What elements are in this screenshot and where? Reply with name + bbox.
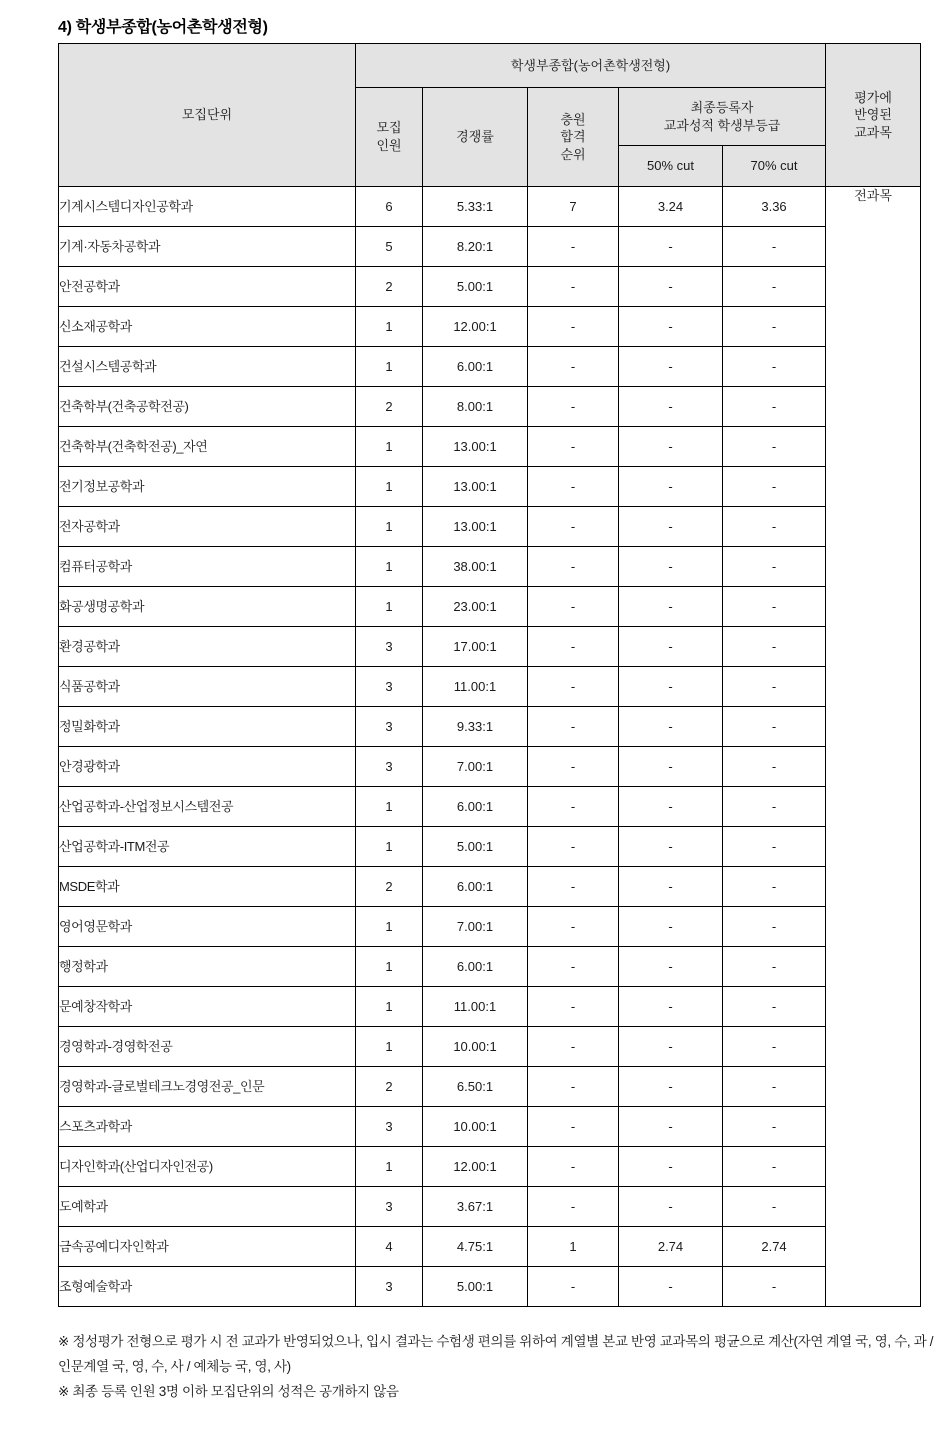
cell-quota: 2 (356, 867, 423, 907)
table-row (59, 1227, 921, 1267)
cell-unit: 안전공학과 (59, 267, 356, 307)
cell-quota: 3 (356, 747, 423, 787)
cell-cut70: - (723, 307, 826, 347)
cell-unit: 정밀화학과 (59, 707, 356, 747)
table-row (59, 507, 921, 547)
cell-cut70: - (723, 1067, 826, 1107)
cell-waitlist-rank: - (528, 987, 619, 1027)
cell-cut70: - (723, 787, 826, 827)
cell-cut50: - (619, 1267, 723, 1307)
cell-quota: 1 (356, 907, 423, 947)
cell-competition-ratio: 8.00:1 (423, 387, 528, 427)
cell-unit: 문예창작학과 (59, 987, 356, 1027)
table-row (59, 1147, 921, 1187)
cell-competition-ratio: 7.00:1 (423, 907, 528, 947)
cell-waitlist-rank: - (528, 347, 619, 387)
cell-cut50: - (619, 987, 723, 1027)
cell-quota: 2 (356, 387, 423, 427)
table-row (59, 627, 921, 667)
cell-competition-ratio: 23.00:1 (423, 587, 528, 627)
column-header-waitlist-rank-line2: 합격 (560, 129, 586, 145)
cell-quota: 1 (356, 547, 423, 587)
column-header-cut70: 70% cut (723, 146, 826, 187)
cell-unit: 컴퓨터공학과 (59, 547, 356, 587)
cell-quota: 2 (356, 267, 423, 307)
column-header-final-enrolled-grades (619, 88, 826, 146)
cell-competition-ratio: 17.00:1 (423, 627, 528, 667)
cell-unit: 건설시스템공학과 (59, 347, 356, 387)
cell-quota: 1 (356, 507, 423, 547)
cell-waitlist-rank: - (528, 907, 619, 947)
cell-waitlist-rank: - (528, 507, 619, 547)
cell-unit: 기계시스템디자인공학과 (59, 187, 356, 227)
cell-cut70: - (723, 587, 826, 627)
cell-unit: 경영학과-경영학전공 (59, 1027, 356, 1067)
column-header-competition-ratio: 경쟁률 (423, 88, 528, 187)
cell-unit: 산업공학과-산업정보시스템전공 (59, 787, 356, 827)
cell-quota: 3 (356, 667, 423, 707)
cell-cut50: - (619, 707, 723, 747)
cell-waitlist-rank: - (528, 667, 619, 707)
cell-competition-ratio: 11.00:1 (423, 987, 528, 1027)
cell-competition-ratio: 5.00:1 (423, 827, 528, 867)
cell-cut50: - (619, 747, 723, 787)
cell-cut70: - (723, 427, 826, 467)
cell-waitlist-rank: - (528, 1107, 619, 1147)
column-header-subjects-line3: 교과목 (854, 124, 892, 140)
cell-unit: MSDE학과 (59, 867, 356, 907)
cell-competition-ratio: 6.50:1 (423, 1067, 528, 1107)
cell-cut70: - (723, 987, 826, 1027)
cell-quota: 1 (356, 307, 423, 347)
cell-unit: 도예학과 (59, 1187, 356, 1227)
cell-cut50: - (619, 1147, 723, 1187)
cell-competition-ratio: 5.00:1 (423, 267, 528, 307)
cell-quota: 5 (356, 227, 423, 267)
cell-waitlist-rank: - (528, 467, 619, 507)
cell-competition-ratio: 10.00:1 (423, 1027, 528, 1067)
cell-waitlist-rank: - (528, 267, 619, 307)
cell-cut70: - (723, 827, 826, 867)
cell-cut50: - (619, 347, 723, 387)
table-row (59, 907, 921, 947)
cell-cut70: - (723, 627, 826, 667)
table-body (59, 187, 921, 1307)
cell-competition-ratio: 13.00:1 (423, 467, 528, 507)
cell-waitlist-rank: 7 (528, 187, 619, 227)
table-row (59, 467, 921, 507)
cell-waitlist-rank: - (528, 627, 619, 667)
cell-waitlist-rank: - (528, 787, 619, 827)
cell-competition-ratio: 12.00:1 (423, 307, 528, 347)
cell-competition-ratio: 38.00:1 (423, 547, 528, 587)
column-header-subjects (826, 44, 921, 187)
page-title: 4) 학생부종합(농어촌학생전형) (58, 19, 268, 36)
cell-competition-ratio: 5.00:1 (423, 1267, 528, 1307)
cell-waitlist-rank: - (528, 427, 619, 467)
column-header-admission-type: 학생부종합(농어촌학생전형) (356, 44, 826, 88)
table-row (59, 707, 921, 747)
cell-quota: 3 (356, 1267, 423, 1307)
table-row (59, 667, 921, 707)
cell-cut50: - (619, 547, 723, 587)
cell-waitlist-rank: - (528, 227, 619, 267)
table-row (59, 1187, 921, 1227)
cell-quota: 6 (356, 187, 423, 227)
cell-cut50: - (619, 1027, 723, 1067)
cell-unit: 건축학부(건축공학전공) (59, 387, 356, 427)
cell-waitlist-rank: - (528, 1267, 619, 1307)
table-row (59, 1027, 921, 1067)
cell-waitlist-rank: - (528, 947, 619, 987)
column-header-subjects-line1: 평가에 (854, 89, 892, 105)
cell-competition-ratio: 11.00:1 (423, 667, 528, 707)
cell-waitlist-rank: - (528, 547, 619, 587)
table-row (59, 387, 921, 427)
cell-cut50: - (619, 427, 723, 467)
column-header-waitlist-rank-line3: 순위 (560, 146, 586, 162)
cell-competition-ratio: 13.00:1 (423, 427, 528, 467)
cell-waitlist-rank: - (528, 867, 619, 907)
cell-cut50: - (619, 1187, 723, 1227)
footnote-item: ※ 최종 등록 인원 3명 이하 모집단위의 성적은 공개하지 않음 (58, 1383, 399, 1399)
cell-competition-ratio: 6.00:1 (423, 947, 528, 987)
cell-cut50: - (619, 1067, 723, 1107)
table-row (59, 947, 921, 987)
table-row (59, 187, 921, 227)
table-row (59, 427, 921, 467)
cell-competition-ratio: 7.00:1 (423, 747, 528, 787)
cell-waitlist-rank: - (528, 307, 619, 347)
cell-cut70: 3.36 (723, 187, 826, 227)
cell-quota: 2 (356, 1067, 423, 1107)
cell-competition-ratio: 6.00:1 (423, 347, 528, 387)
cell-unit: 스포츠과학과 (59, 1107, 356, 1147)
cell-cut50: 2.74 (619, 1227, 723, 1267)
column-header-quota-line1: 모집 (376, 120, 402, 136)
cell-unit: 화공생명공학과 (59, 587, 356, 627)
cell-waitlist-rank: - (528, 747, 619, 787)
cell-competition-ratio: 6.00:1 (423, 867, 528, 907)
cell-cut70: - (723, 1147, 826, 1187)
cell-waitlist-rank: - (528, 1027, 619, 1067)
cell-cut70: - (723, 347, 826, 387)
cell-quota: 1 (356, 987, 423, 1027)
cell-waitlist-rank: - (528, 1147, 619, 1187)
cell-competition-ratio: 13.00:1 (423, 507, 528, 547)
cell-cut50: - (619, 867, 723, 907)
cell-waitlist-rank: - (528, 1187, 619, 1227)
cell-waitlist-rank: - (528, 1067, 619, 1107)
cell-quota: 3 (356, 1187, 423, 1227)
cell-competition-ratio: 3.67:1 (423, 1187, 528, 1227)
cell-cut50: - (619, 827, 723, 867)
table-header (59, 44, 921, 187)
cell-waitlist-rank: - (528, 707, 619, 747)
cell-quota: 1 (356, 427, 423, 467)
cell-cut50: - (619, 1107, 723, 1147)
cell-quota: 1 (356, 787, 423, 827)
cell-cut50: - (619, 307, 723, 347)
column-header-cut50: 50% cut (619, 146, 723, 187)
cell-unit: 신소재공학과 (59, 307, 356, 347)
cell-cut70: - (723, 387, 826, 427)
cell-unit: 조형예술학과 (59, 1267, 356, 1307)
cell-cut70: - (723, 467, 826, 507)
column-header-waitlist-rank-line1: 충원 (560, 111, 586, 127)
cell-quota: 3 (356, 627, 423, 667)
table-row (59, 1067, 921, 1107)
cell-unit: 경영학과-글로벌테크노경영전공_인문 (59, 1067, 356, 1107)
cell-unit: 행정학과 (59, 947, 356, 987)
cell-cut70: - (723, 907, 826, 947)
cell-cut50: - (619, 387, 723, 427)
cell-cut70: 2.74 (723, 1227, 826, 1267)
cell-competition-ratio: 9.33:1 (423, 707, 528, 747)
table-row (59, 347, 921, 387)
cell-competition-ratio: 10.00:1 (423, 1107, 528, 1147)
cell-competition-ratio: 6.00:1 (423, 787, 528, 827)
cell-quota: 4 (356, 1227, 423, 1267)
column-header-final-enrolled-line2: 교과성적 학생부등급 (663, 117, 781, 133)
table-row (59, 787, 921, 827)
cell-competition-ratio: 12.00:1 (423, 1147, 528, 1187)
cell-unit: 전기정보공학과 (59, 467, 356, 507)
cell-cut50: - (619, 667, 723, 707)
cell-waitlist-rank: 1 (528, 1227, 619, 1267)
table-row (59, 827, 921, 867)
table-row (59, 587, 921, 627)
table-row (59, 1107, 921, 1147)
cell-cut70: - (723, 547, 826, 587)
cell-cut70: - (723, 747, 826, 787)
cell-competition-ratio: 5.33:1 (423, 187, 528, 227)
cell-unit: 기계·자동차공학과 (59, 227, 356, 267)
cell-quota: 1 (356, 467, 423, 507)
cell-cut70: - (723, 267, 826, 307)
cell-cut70: - (723, 1267, 826, 1307)
cell-cut50: - (619, 267, 723, 307)
cell-unit: 디자인학과(산업디자인전공) (59, 1147, 356, 1187)
table-row (59, 267, 921, 307)
cell-unit: 안경광학과 (59, 747, 356, 787)
cell-cut50: - (619, 467, 723, 507)
cell-quota: 3 (356, 1107, 423, 1147)
cell-quota: 1 (356, 1027, 423, 1067)
footnote-item: ※ 정성평가 전형으로 평가 시 전 교과가 반영되었으나, 입시 결과는 수험생 편의를 위하여 계열별 본교 반영 교과목의 평균으로 계산(자연 계열 국, 영, 수, 과 / 인문계열 국, 영, 수, 사 / 예체능 국, 영, 사) (58, 1334, 934, 1374)
cell-competition-ratio: 8.20:1 (423, 227, 528, 267)
table-row (59, 987, 921, 1027)
cell-cut50: 3.24 (619, 187, 723, 227)
cell-quota: 3 (356, 707, 423, 747)
cell-cut70: - (723, 667, 826, 707)
column-header-quota-line2: 인원 (376, 138, 402, 153)
cell-quota: 1 (356, 1147, 423, 1187)
cell-cut70: - (723, 947, 826, 987)
column-header-waitlist-rank (528, 88, 619, 187)
cell-quota: 1 (356, 827, 423, 867)
admission-results-table (58, 43, 921, 1307)
table-row (59, 867, 921, 907)
cell-reflected-subjects: 전과목 (826, 187, 921, 1307)
cell-cut50: - (619, 907, 723, 947)
cell-quota: 1 (356, 347, 423, 387)
table-row (59, 547, 921, 587)
cell-waitlist-rank: - (528, 387, 619, 427)
cell-unit: 환경공학과 (59, 627, 356, 667)
table-row (59, 747, 921, 787)
cell-cut70: - (723, 1107, 826, 1147)
cell-cut70: - (723, 1187, 826, 1227)
cell-cut50: - (619, 627, 723, 667)
cell-waitlist-rank: - (528, 587, 619, 627)
cell-cut70: - (723, 867, 826, 907)
column-header-subjects-line2: 반영된 (854, 107, 892, 123)
cell-cut50: - (619, 227, 723, 267)
cell-cut70: - (723, 227, 826, 267)
header-row-top (59, 44, 921, 88)
column-header-final-enrolled-line1: 최종등록자 (690, 99, 754, 115)
cell-quota: 1 (356, 947, 423, 987)
table-row (59, 307, 921, 347)
column-header-quota (356, 88, 423, 187)
cell-unit: 산업공학과-ITM전공 (59, 827, 356, 867)
cell-unit: 금속공예디자인학과 (59, 1227, 356, 1267)
cell-unit: 건축학부(건축학전공)_자연 (59, 427, 356, 467)
cell-cut70: - (723, 1027, 826, 1067)
table-row (59, 1267, 921, 1307)
cell-competition-ratio: 4.75:1 (423, 1227, 528, 1267)
cell-cut50: - (619, 587, 723, 627)
cell-waitlist-rank: - (528, 827, 619, 867)
cell-cut50: - (619, 947, 723, 987)
footnotes (58, 1330, 934, 1405)
table-row (59, 227, 921, 267)
cell-unit: 식품공학과 (59, 667, 356, 707)
cell-cut70: - (723, 507, 826, 547)
cell-quota: 1 (356, 587, 423, 627)
cell-unit: 전자공학과 (59, 507, 356, 547)
cell-unit: 영어영문학과 (59, 907, 356, 947)
cell-cut50: - (619, 787, 723, 827)
cell-cut70: - (723, 707, 826, 747)
cell-cut50: - (619, 507, 723, 547)
column-header-unit: 모집단위 (59, 44, 356, 187)
